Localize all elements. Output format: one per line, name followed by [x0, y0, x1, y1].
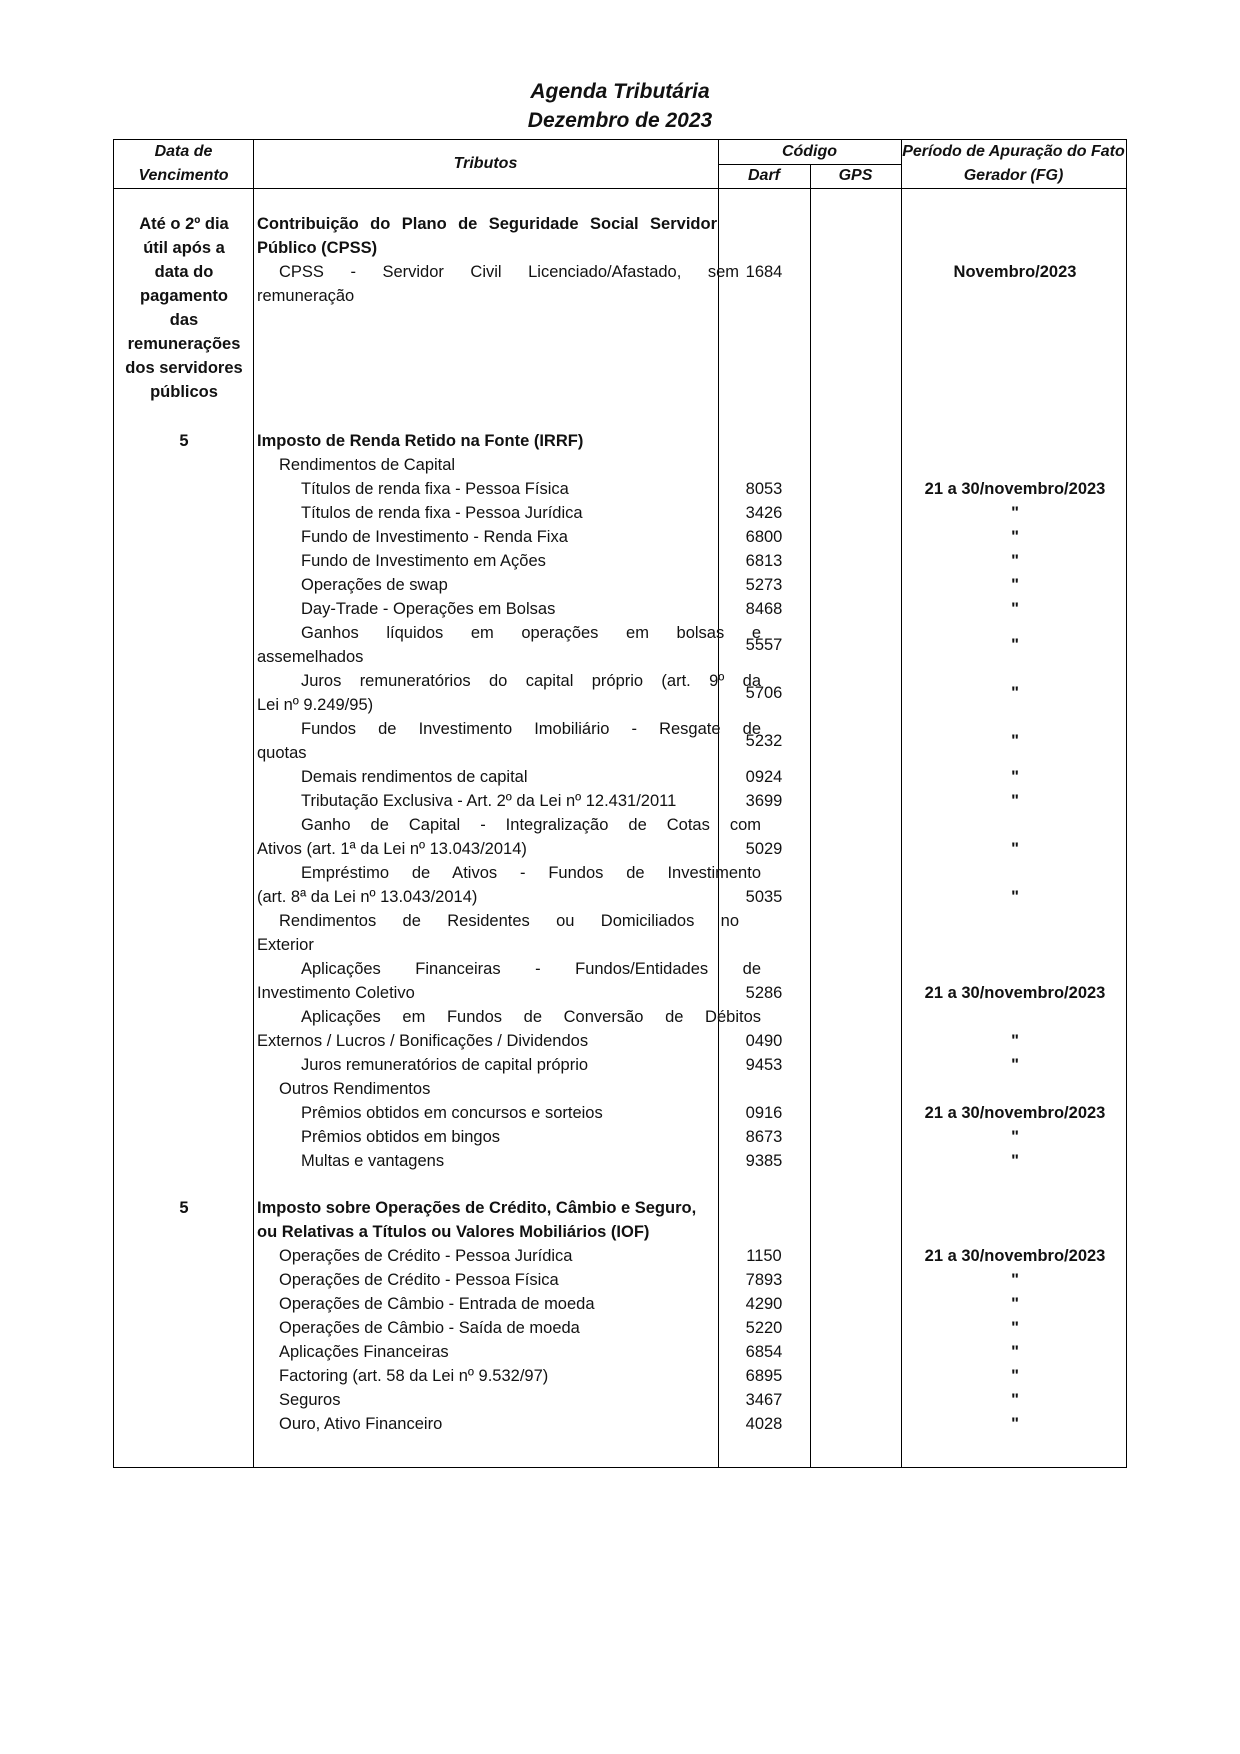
periodo-apuracao: " [1011, 1319, 1019, 1337]
periodo-apuracao: 21 a 30/novembro/2023 [924, 1247, 1106, 1265]
table-row [114, 429, 1126, 453]
tributo-text: (art. 8ª da Lei nº 13.043/2014) [257, 888, 478, 906]
tributo-text: Aplicações Financeiras [279, 1343, 449, 1361]
tributo-text: Ganho de Capital - Integralização de Cotas com [301, 816, 761, 834]
tributo-text: Investimento Coletivo [257, 984, 415, 1002]
table-row [114, 1292, 1126, 1316]
periodo-apuracao: 21 a 30/novembro/2023 [924, 984, 1106, 1002]
table-row [114, 1149, 1126, 1173]
tributo-text: Fundos de Investimento Imobiliário - Resgate de [301, 720, 761, 738]
darf-code: 8673 [745, 1128, 783, 1146]
tributo-text: Ouro, Ativo Financeiro [279, 1415, 443, 1433]
periodo-apuracao: " [1011, 1415, 1019, 1433]
darf-code: 6895 [745, 1367, 783, 1385]
tributo-text: Contribuição do Plano de Seguridade Social Servidor [257, 215, 717, 233]
tax-schedule-table [113, 139, 1127, 1468]
periodo-apuracao: " [1011, 1271, 1019, 1289]
periodo-apuracao: " [1011, 1343, 1019, 1361]
darf-code: 8468 [745, 600, 783, 618]
vencimento-line: públicos [150, 383, 218, 401]
tributo-text: Lei nº 9.249/95) [257, 696, 374, 714]
vencimento-line: pagamento [139, 287, 228, 305]
tributo-text: Imposto de Renda Retido na Fonte (IRRF) [257, 432, 584, 450]
table-row [114, 732, 1126, 765]
periodo-apuracao: " [1011, 528, 1019, 546]
header-codigo: Código [781, 143, 838, 160]
tributo-text: Imposto sobre Operações de Crédito, Câmbio e Seguro, [257, 1199, 697, 1217]
table-row [114, 885, 1126, 909]
periodo-apuracao: " [1011, 1152, 1019, 1170]
darf-code: 1150 [746, 1247, 782, 1265]
darf-code: 0916 [745, 1104, 783, 1122]
periodo-apuracao: " [1011, 684, 1019, 702]
periodo-apuracao: " [1011, 552, 1019, 570]
header-vencimento: Data de Vencimento [138, 143, 229, 184]
tributo-text: Outros Rendimentos [279, 1080, 431, 1098]
table-row [114, 981, 1126, 1005]
darf-code: 0490 [745, 1032, 783, 1050]
header-periodo: Período de Apuração do Fato Gerador (FG) [902, 143, 1125, 184]
vencimento-line: remunerações [127, 335, 241, 353]
darf-code: 5035 [745, 888, 783, 906]
table-row [114, 1005, 1126, 1029]
periodo-apuracao: " [1011, 1295, 1019, 1313]
table-row [114, 573, 1126, 597]
table-row [114, 1077, 1126, 1101]
table-row [114, 501, 1126, 525]
vencimento-cell-3: 5 [179, 1199, 189, 1217]
tributo-text: Ganhos líquidos em operações em bolsas e [301, 624, 761, 642]
tributo-text: Multas e vantagens [301, 1152, 445, 1170]
darf-code: 5220 [745, 1319, 783, 1337]
tributo-text: Prêmios obtidos em concursos e sorteios [301, 1104, 603, 1122]
periodo-apuracao: " [1011, 504, 1019, 522]
periodo-apuracao: " [1011, 600, 1019, 618]
periodo-apuracao: " [1011, 1032, 1019, 1050]
tributo-text: Demais rendimentos de capital [301, 768, 528, 786]
table-row [114, 837, 1126, 861]
periodo-apuracao: " [1011, 1367, 1019, 1385]
table-row [114, 1220, 1126, 1244]
periodo-apuracao: " [1011, 1056, 1019, 1074]
table-row [114, 636, 1126, 669]
tributo-text: Operações de swap [301, 576, 448, 594]
tributo-text: Rendimentos de Residentes ou Domiciliados no [279, 912, 739, 930]
darf-code: 5232 [745, 732, 783, 750]
darf-code: 5706 [745, 684, 783, 702]
periodo-apuracao: " [1011, 1391, 1019, 1409]
darf-code: 3467 [745, 1391, 783, 1409]
tributo-text: Operações de Câmbio - Entrada de moeda [279, 1295, 595, 1313]
header-tributos: Tributos [453, 155, 518, 172]
periodo-apuracao: 21 a 30/novembro/2023 [924, 480, 1106, 498]
table-row [114, 1244, 1126, 1268]
darf-code: 4028 [745, 1415, 783, 1433]
periodo-apuracao: " [1011, 1128, 1019, 1146]
table-row [114, 477, 1126, 501]
table-row [114, 933, 1126, 957]
periodo-apuracao: " [1011, 888, 1019, 906]
vencimento-line: útil após a [143, 239, 225, 257]
header-gps: GPS [838, 167, 873, 184]
darf-code: 9453 [745, 1056, 783, 1074]
table-row [114, 525, 1126, 549]
tributo-text: Juros remuneratórios de capital próprio [301, 1056, 589, 1074]
darf-code: 3699 [745, 792, 783, 810]
tributo-text: Operações de Crédito - Pessoa Física [279, 1271, 559, 1289]
table-row [114, 1101, 1126, 1125]
darf-code: 5029 [745, 840, 783, 858]
table-row [114, 1412, 1126, 1436]
table-row [114, 260, 1126, 284]
darf-code: 0924 [745, 768, 783, 786]
tributo-text: ou Relativas a Títulos ou Valores Mobiliários (IOF) [257, 1223, 650, 1241]
table-row [114, 1268, 1126, 1292]
table-row [114, 236, 1126, 260]
tributo-text: assemelhados [257, 648, 364, 666]
periodo-apuracao: " [1011, 792, 1019, 810]
darf-code: 7893 [745, 1271, 783, 1289]
page-title: Agenda Tributária [530, 80, 710, 103]
darf-code: 5286 [745, 984, 783, 1002]
table-row [114, 957, 1126, 981]
tributo-text: Prêmios obtidos em bingos [301, 1128, 501, 1146]
table-row [114, 1125, 1126, 1149]
tributo-text: Juros remuneratórios do capital próprio (art. 9º da [301, 672, 761, 690]
tributo-text: Exterior [257, 936, 314, 954]
darf-code: 6800 [745, 528, 783, 546]
tributo-text: Operações de Câmbio - Saída de moeda [279, 1319, 580, 1337]
periodo-apuracao: " [1011, 576, 1019, 594]
tributo-text: Day-Trade - Operações em Bolsas [301, 600, 556, 618]
tributo-text: Títulos de renda fixa - Pessoa Jurídica [301, 504, 583, 522]
tributo-text: Operações de Crédito - Pessoa Jurídica [279, 1247, 573, 1265]
vencimento-line: dos servidores [125, 359, 243, 377]
tributo-text: Rendimentos de Capital [279, 456, 456, 474]
table-row [114, 1053, 1126, 1077]
table-row [114, 789, 1126, 813]
table-row [114, 597, 1126, 621]
page-subtitle: Dezembro de 2023 [527, 109, 713, 132]
darf-code: 5273 [745, 576, 783, 594]
darf-code: 6813 [745, 552, 783, 570]
tributo-text: Seguros [279, 1391, 341, 1409]
tributo-text: Ativos (art. 1ª da Lei nº 13.043/2014) [257, 840, 527, 858]
table-row [114, 684, 1126, 717]
tributo-text: Tributação Exclusiva - Art. 2º da Lei nº 12.431/2011 [301, 792, 677, 810]
periodo-apuracao: 21 a 30/novembro/2023 [924, 1104, 1106, 1122]
table-row [114, 1340, 1126, 1364]
table-row [114, 861, 1126, 885]
periodo-apuracao: " [1011, 732, 1019, 750]
periodo-apuracao: " [1011, 636, 1019, 654]
table-row [114, 212, 1126, 236]
table-row [114, 813, 1126, 837]
tributo-text: quotas [257, 744, 307, 762]
tributo-text: Aplicações Financeiras - Fundos/Entidades de [301, 960, 761, 978]
table-row [114, 284, 1126, 308]
tributo-text: Empréstimo de Ativos - Fundos de Investimento [301, 864, 761, 882]
darf-code: 1684 [745, 263, 783, 281]
table-row [114, 1029, 1126, 1053]
periodo-apuracao: " [1011, 768, 1019, 786]
tributo-text: Títulos de renda fixa - Pessoa Física [301, 480, 569, 498]
vencimento-line: data do [154, 263, 214, 281]
tributo-text: Fundo de Investimento em Ações [301, 552, 546, 570]
table-row [114, 1196, 1126, 1220]
table-row [114, 1364, 1126, 1388]
table-row [114, 453, 1126, 477]
tributo-text: remuneração [257, 287, 355, 305]
darf-code: 5557 [745, 636, 783, 654]
tributo-text: Fundo de Investimento - Renda Fixa [301, 528, 568, 546]
table-row [114, 1316, 1126, 1340]
darf-code: 8053 [745, 480, 783, 498]
tributo-text: Factoring (art. 58 da Lei nº 9.532/97) [279, 1367, 549, 1385]
tributo-text: Público (CPSS) [257, 239, 378, 257]
periodo-apuracao: Novembro/2023 [953, 263, 1077, 281]
vencimento-line: das [169, 311, 199, 329]
vencimento-line: Até o 2º dia [139, 215, 229, 233]
darf-code: 9385 [745, 1152, 783, 1170]
darf-code: 6854 [745, 1343, 783, 1361]
table-row [114, 549, 1126, 573]
periodo-apuracao: " [1011, 840, 1019, 858]
table-row [114, 909, 1126, 933]
darf-code: 3426 [745, 504, 783, 522]
tributo-text: Externos / Lucros / Bonificações / Dividendos [257, 1032, 589, 1050]
vencimento-cell-2: 5 [179, 432, 189, 450]
header-divider [114, 188, 1126, 189]
table-row [114, 1388, 1126, 1412]
table-row [114, 765, 1126, 789]
tributo-text: Aplicações em Fundos de Conversão de Débitos [301, 1008, 761, 1026]
darf-code: 4290 [745, 1295, 783, 1313]
tributo-text: CPSS - Servidor Civil Licenciado/Afastado, sem [279, 263, 739, 281]
header-darf: Darf [747, 167, 780, 184]
